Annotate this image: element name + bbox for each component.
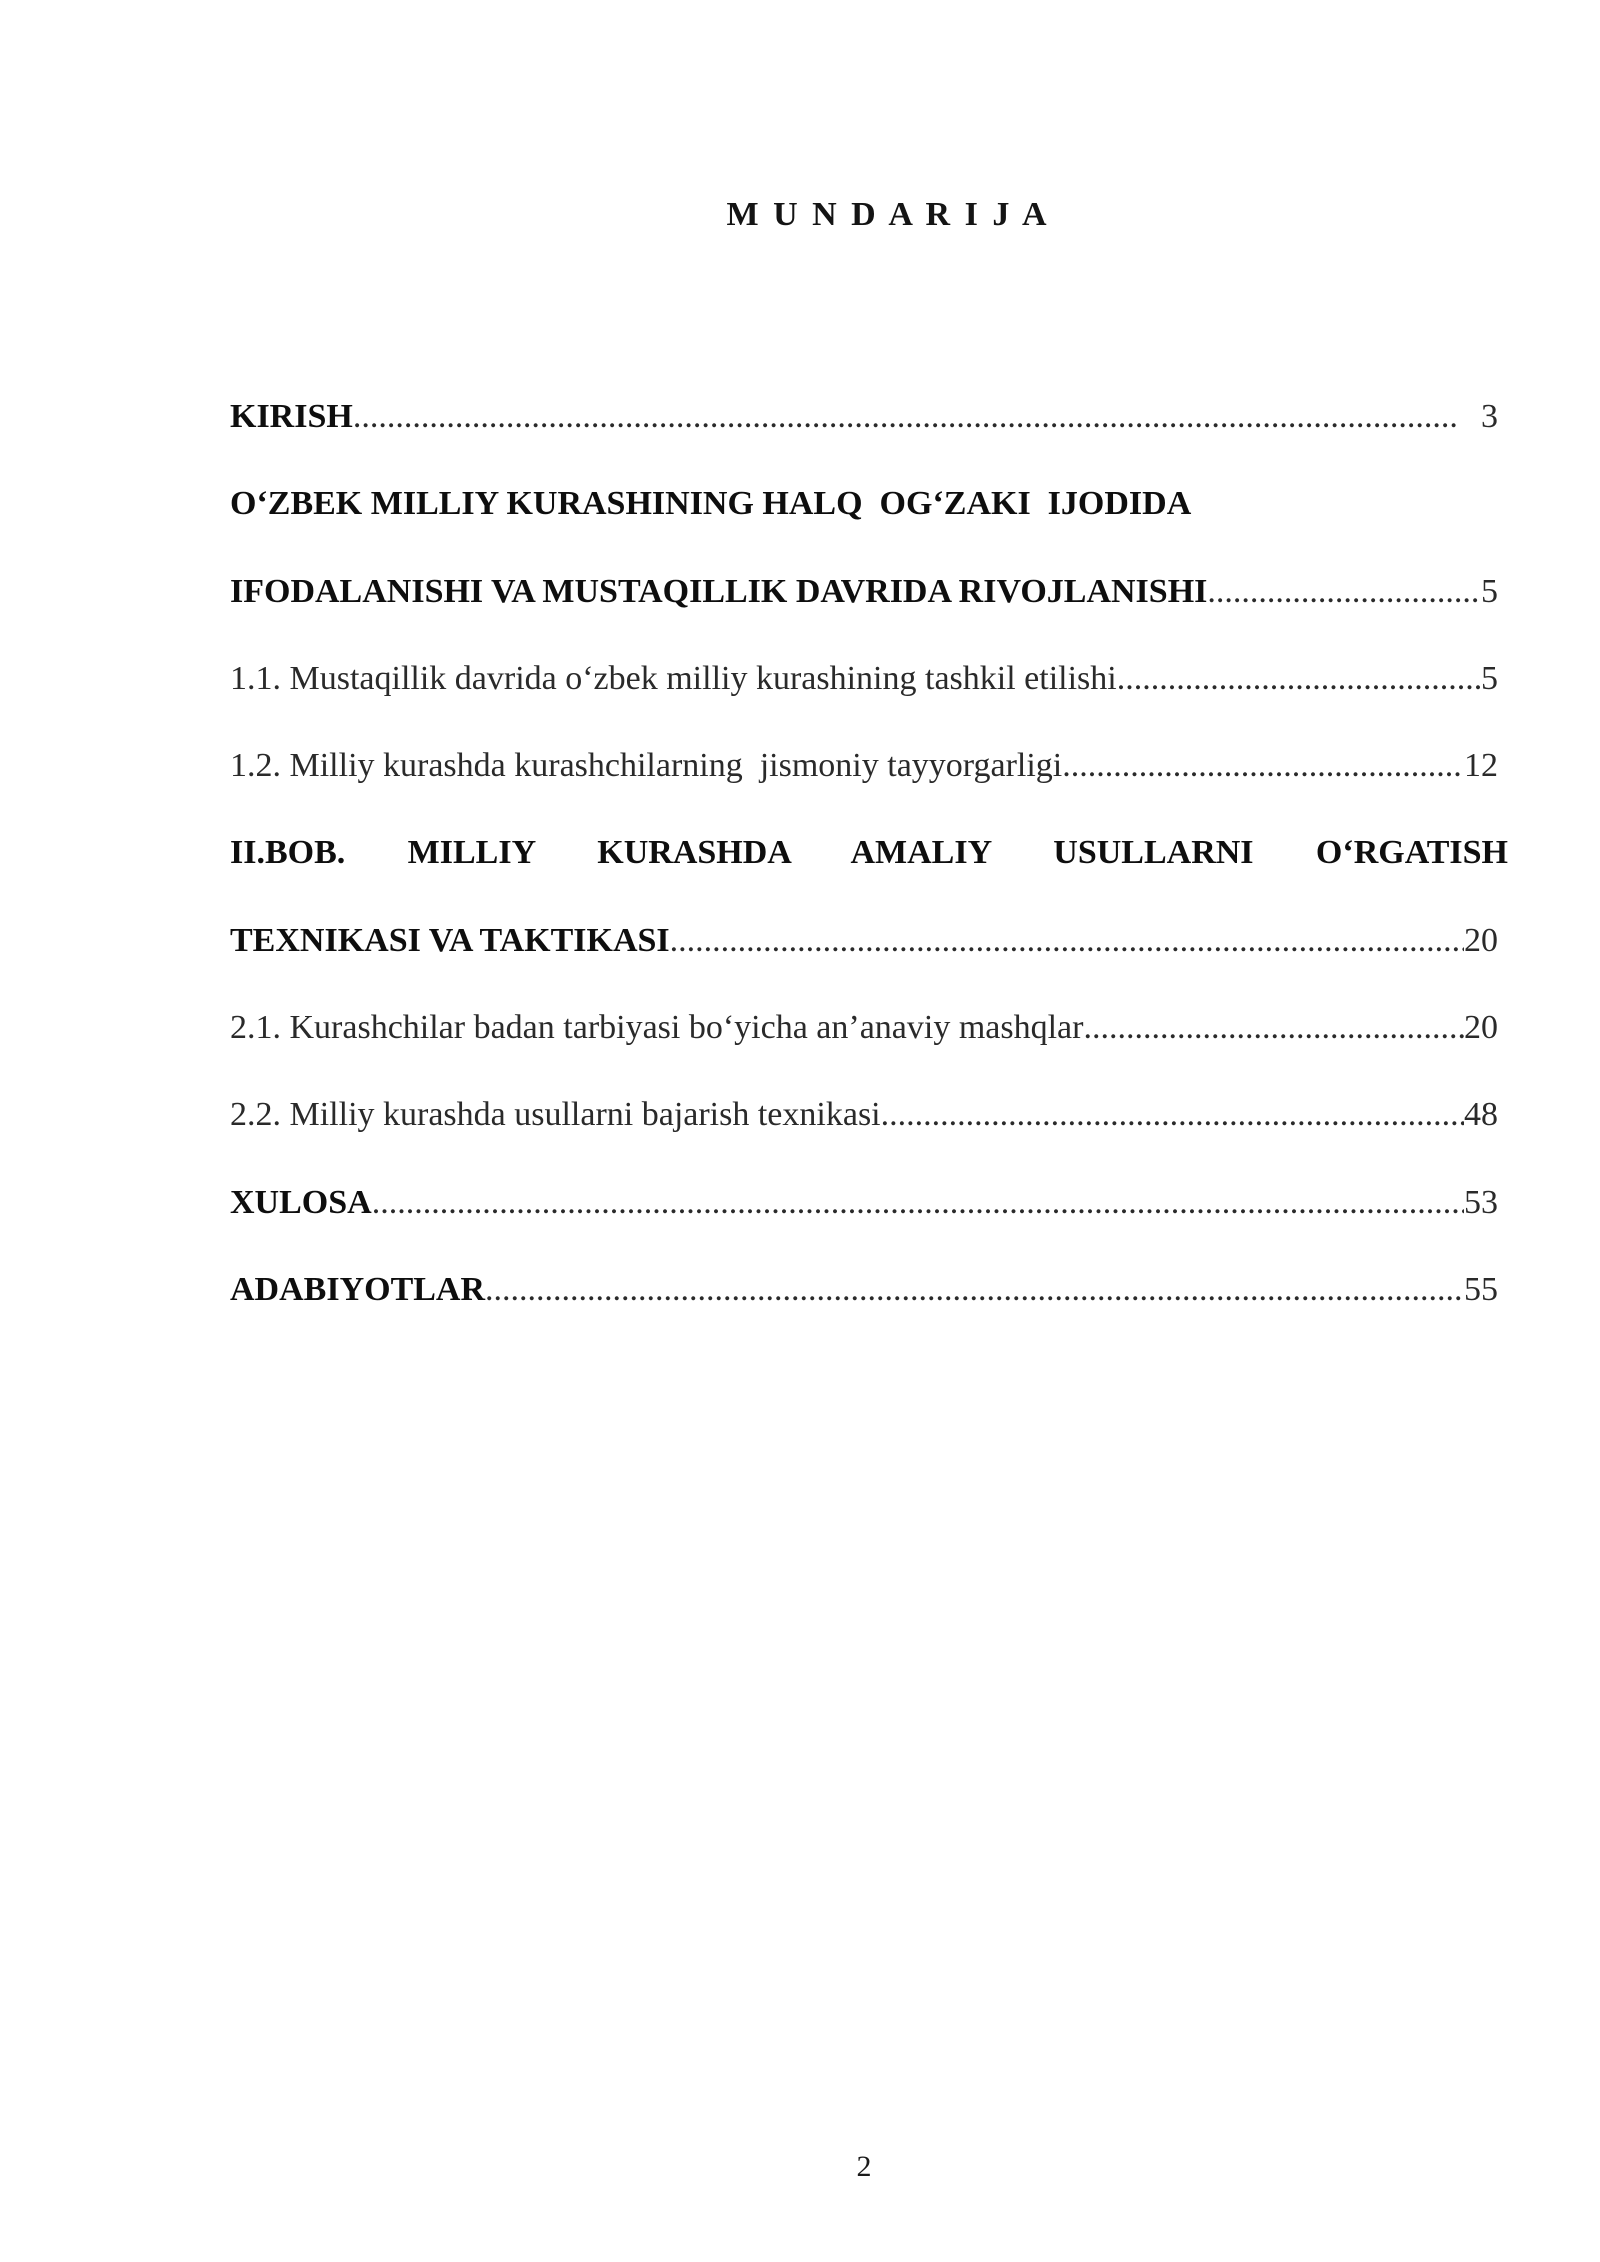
toc-entry-page: 5: [1481, 572, 1498, 610]
page-number: 2: [856, 2150, 872, 2183]
toc-leader-dots: [1207, 548, 1481, 635]
toc-entry-title: KIRISH: [230, 398, 353, 435]
toc-entry-xulosa: [230, 1159, 1498, 1246]
toc-leader-dots: [881, 1071, 1464, 1158]
toc-entry-page: 55: [1464, 1270, 1498, 1308]
toc-entry-title: XULOSA: [230, 1183, 372, 1221]
toc-entry-section-1-1: [230, 635, 1498, 722]
toc-entry-section-1-2: [230, 722, 1498, 809]
toc-entry-page: 5: [1481, 659, 1498, 697]
toc-leader-dots: [1117, 635, 1481, 722]
table-of-contents: [230, 373, 1508, 1333]
toc-entry-page: 48: [1464, 1096, 1498, 1134]
toc-entry-title: ADABIYOTLAR: [230, 1270, 486, 1308]
toc-entry-page: 53: [1464, 1183, 1498, 1221]
toc-entry-title: II.BOB. MILLIY KURASHDA AMALIY USULLARNI O‘RGATISH: [230, 834, 1508, 872]
toc-entry-adabiyotlar: [230, 1246, 1498, 1333]
toc-entry-page: 12: [1464, 747, 1498, 785]
toc-entry-chapter-2-line-2: [230, 897, 1498, 984]
toc-entry-chapter-1-line-1: [230, 460, 1498, 547]
toc-leader-dots: [1083, 984, 1464, 1071]
toc-leader-dots: [485, 1246, 1464, 1333]
toc-entry-title: IFODALANISHI VA MUSTAQILLIK DAVRIDA RIVOJLANISHI: [230, 572, 1208, 610]
toc-leader-dots: [353, 373, 1459, 460]
toc-entry-section-2-2: [230, 1071, 1498, 1158]
toc-entry-chapter-2-line-1: [230, 809, 1508, 896]
toc-entry-title: 1.2. Milliy kurashda kurashchilarning jismoniy tayyorgarligi: [230, 747, 1063, 785]
toc-entry-section-2-1: [230, 984, 1498, 1071]
toc-leader-dots: [1062, 722, 1464, 809]
toc-entry-chapter-1-line-2: [230, 548, 1498, 635]
toc-leader-dots: [670, 897, 1464, 984]
toc-entry-title: 2.2. Milliy kurashda usullarni bajarish texnikasi: [230, 1096, 881, 1134]
toc-entry-title: 1.1. Mustaqillik davrida o‘zbek milliy kurashining tashkil etilishi: [230, 659, 1117, 697]
toc-leader-dots: [372, 1159, 1464, 1246]
page-title: M U N D A R I J A: [726, 196, 1050, 233]
toc-entry-page: 20: [1464, 921, 1498, 959]
toc-entry-page: 20: [1464, 1009, 1498, 1047]
toc-entry-kirish: [230, 373, 1498, 460]
toc-entry-page: 3: [1481, 398, 1498, 435]
toc-entry-title: O‘ZBEK MILLIY KURASHINING HALQ OG‘ZAKI IJODIDA: [230, 485, 1192, 523]
toc-entry-title: TEXNIKASI VA TAKTIKASI: [230, 921, 670, 959]
toc-entry-title: 2.1. Kurashchilar badan tarbiyasi bo‘yicha an’anaviy mashqlar: [230, 1009, 1084, 1047]
